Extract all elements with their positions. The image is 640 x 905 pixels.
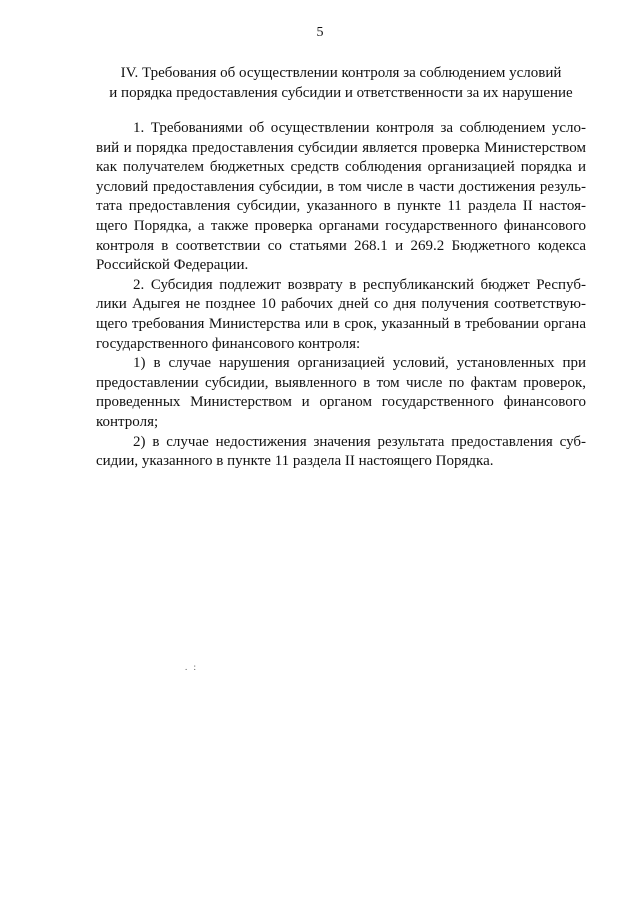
- paragraph-line: щего требования Министерства или в срок, указанный в требовании органа: [96, 315, 586, 332]
- heading-line: и порядка предоставления субсидии и ответственности за их нарушение: [109, 85, 573, 101]
- paragraph-line: щего Порядка, а также проверка органами государственного финансового: [96, 217, 586, 234]
- paragraph-line: 2. Субсидия подлежит возврату в республиканский бюджет Респуб-: [133, 276, 586, 293]
- section-heading: [96, 63, 586, 103]
- list-item-result-not-achieved: [96, 433, 586, 472]
- paragraph-line: проведенных Министерством и органом государственного финансового: [96, 394, 586, 411]
- paragraph-line: Российской Федерации.: [96, 257, 249, 274]
- list-item-violation: [96, 354, 586, 432]
- paragraph-line: 2) в случае недостижения значения результата предоставления суб-: [133, 433, 586, 450]
- scan-specks: . :: [185, 662, 199, 672]
- paragraph-control-requirements: [96, 119, 586, 276]
- paragraph-line: сидии, указанного в пункте 11 раздела II настоящего Порядка.: [96, 453, 494, 470]
- paragraph-line: вий и порядка предоставления субсидии является проверка Министерством: [96, 139, 586, 156]
- paragraph-line: государственного финансового контроля:: [96, 335, 361, 352]
- paragraph-line: предоставлении субсидии, выявленного в том числе по фактам проверок,: [96, 374, 586, 391]
- paragraph-line: условий предоставления субсидии, в том числе в части достижения резуль-: [96, 178, 586, 195]
- paragraph-line: лики Адыгея не позднее 10 рабочих дней со дня получения соответствую-: [96, 296, 586, 313]
- document-body: [96, 119, 586, 472]
- paragraph-line: как получателем бюджетных средств соблюдения организацией порядка и: [96, 159, 586, 176]
- paragraph-line: 1. Требованиями об осуществлении контроля за соблюдением усло-: [133, 120, 586, 136]
- paragraph-line: контроля в соответствии со статьями 268.1 и 269.2 Бюджетного кодекса: [96, 237, 586, 254]
- heading-line: IV. Требования об осуществлении контроля за соблюдением условий: [120, 65, 562, 81]
- paragraph-line: 1) в случае нарушения организацией условий, установленных при: [133, 355, 586, 372]
- paragraph-line: тата предоставления субсидии, указанного в пункте 11 раздела II настоя-: [96, 198, 586, 215]
- paragraph-line: контроля;: [96, 413, 159, 430]
- paragraph-subsidy-return: [96, 276, 586, 354]
- page-number: 5: [316, 25, 324, 40]
